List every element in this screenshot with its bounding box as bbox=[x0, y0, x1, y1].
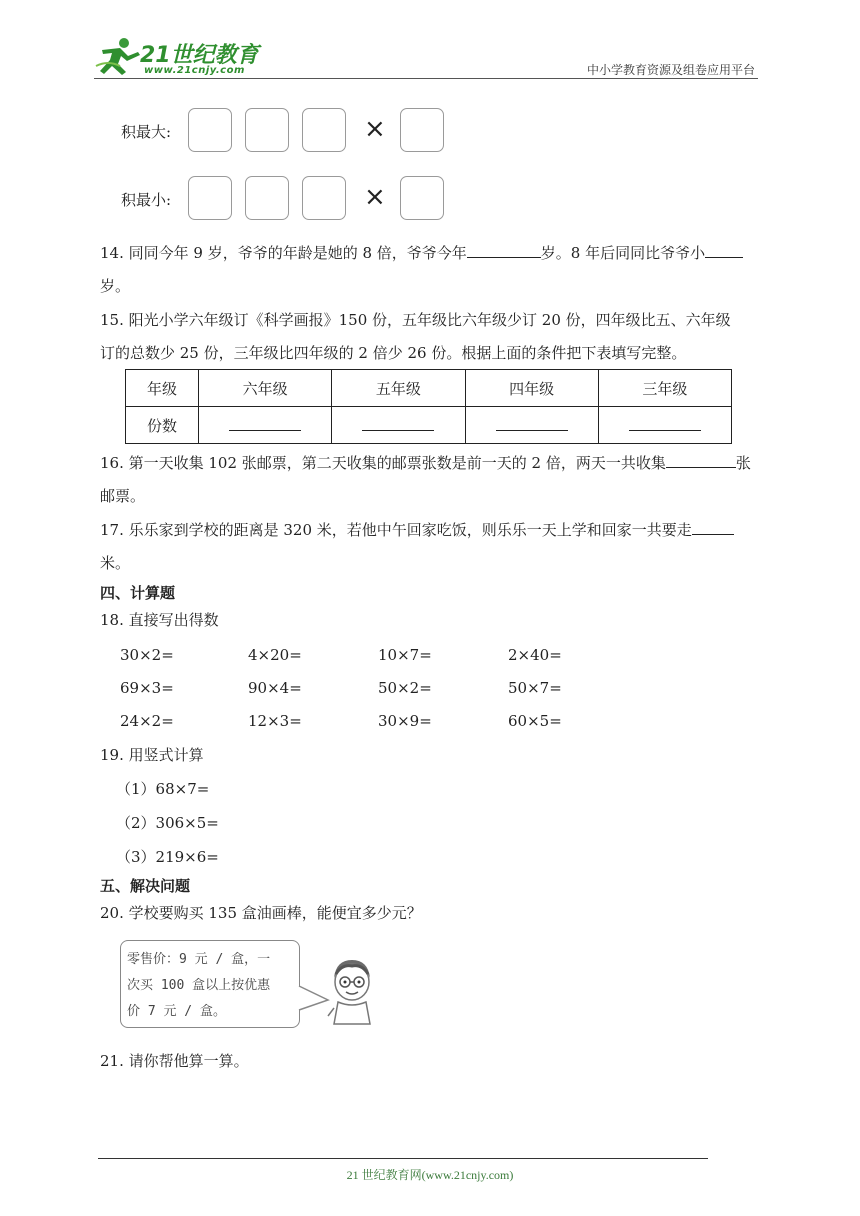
calc-item: 2×40= bbox=[508, 646, 562, 664]
question-17-line2: 米。 bbox=[100, 554, 131, 572]
calc-item: 50×7= bbox=[508, 679, 562, 697]
vertical-calc-item: （2）306×5= bbox=[116, 814, 219, 832]
calc-item: 90×4= bbox=[248, 679, 302, 697]
table-cell bbox=[332, 407, 465, 444]
logo-url: www.21cnjy.com bbox=[144, 65, 245, 76]
table-header-cell: 六年级 bbox=[199, 370, 332, 407]
runner-logo-icon bbox=[94, 36, 142, 78]
table-header-cell: 年级 bbox=[126, 370, 199, 407]
answer-blank[interactable] bbox=[229, 416, 301, 431]
times-icon: × bbox=[364, 114, 386, 144]
calc-item: 69×3= bbox=[120, 679, 174, 697]
answer-blank[interactable] bbox=[666, 453, 736, 468]
answer-blank[interactable] bbox=[629, 416, 701, 431]
bubble-line: 价 7 元 / 盒。 bbox=[127, 1004, 226, 1019]
table-header-cell: 五年级 bbox=[332, 370, 465, 407]
question-21-title: 21. 请你帮他算一算。 bbox=[100, 1052, 249, 1070]
question-14-line2: 岁。 bbox=[100, 277, 131, 295]
table-row bbox=[126, 370, 732, 407]
digit-box[interactable] bbox=[302, 108, 346, 152]
table-cell bbox=[465, 407, 598, 444]
answer-blank[interactable] bbox=[692, 520, 734, 535]
answer-blank[interactable] bbox=[496, 416, 568, 431]
calc-item: 50×2= bbox=[378, 679, 432, 697]
header-logo bbox=[94, 36, 264, 80]
question-19-title: 19. 用竖式计算 bbox=[100, 746, 204, 764]
digit-box[interactable] bbox=[302, 176, 346, 220]
question-17-line1: 17. 乐乐家到学校的距离是 320 米，若他中午回家吃饭，则乐乐一天上学和回家一共要走 bbox=[100, 520, 734, 540]
calc-item: 24×2= bbox=[120, 712, 174, 730]
calc-item: 12×3= bbox=[248, 712, 302, 730]
digit-box[interactable] bbox=[400, 108, 444, 152]
section-title-calculation: 四、计算题 bbox=[100, 584, 176, 602]
answer-blank[interactable] bbox=[467, 243, 541, 258]
question-14-line1: 14. 同同今年 9 岁，爷爷的年龄是她的 8 倍，爷爷今年 岁。8 年后同同比爷爷小 bbox=[100, 243, 743, 263]
calc-item: 30×2= bbox=[120, 646, 174, 664]
bubble-line: 零售价：9 元 / 盒，一 bbox=[127, 952, 271, 967]
question-15-line2: 订的总数少 25 份，三年级比四年级的 2 倍少 26 份。根据上面的条件把下表填写完整。 bbox=[100, 344, 687, 362]
answer-blank[interactable] bbox=[705, 243, 743, 258]
vertical-calc-item: （3）219×6= bbox=[116, 848, 219, 866]
grade-table bbox=[125, 369, 732, 444]
calc-item: 60×5= bbox=[508, 712, 562, 730]
times-icon: × bbox=[364, 182, 386, 212]
table-header-cell: 三年级 bbox=[598, 370, 731, 407]
table-row bbox=[126, 407, 732, 444]
question-20-title: 20. 学校要购买 135 盒油画棒，能便宜多少元？ bbox=[100, 904, 422, 922]
digit-box[interactable] bbox=[188, 176, 232, 220]
footer-text[interactable]: 21 世纪教育网(www.21cnjy.com) bbox=[346, 1168, 514, 1182]
table-row-label: 份数 bbox=[126, 407, 199, 444]
question-16-line1: 16. 第一天收集 102 张邮票，第二天收集的邮票张数是前一天的 2 倍，两天一共收集 张 bbox=[100, 454, 751, 472]
digit-box[interactable] bbox=[188, 108, 232, 152]
header-rule bbox=[94, 78, 758, 79]
calc-item: 30×9= bbox=[378, 712, 432, 730]
min-product-label: 积最小: bbox=[121, 191, 172, 209]
platform-name: 中小学教育资源及组卷应用平台 bbox=[586, 63, 755, 77]
footer-rule bbox=[98, 1158, 708, 1159]
digit-box[interactable] bbox=[400, 176, 444, 220]
vertical-calc-item: （1）68×7= bbox=[116, 780, 210, 798]
table-cell bbox=[598, 407, 731, 444]
logo-text: 21世纪教育 bbox=[140, 43, 259, 68]
question-18-title: 18. 直接写出得数 bbox=[100, 611, 219, 629]
calc-item: 4×20= bbox=[248, 646, 302, 664]
digit-box[interactable] bbox=[245, 108, 289, 152]
table-header-cell: 四年级 bbox=[465, 370, 598, 407]
price-speech-bubble bbox=[120, 940, 300, 1028]
section-title-problem-solving: 五、解决问题 bbox=[100, 877, 191, 895]
calc-item: 10×7= bbox=[378, 646, 432, 664]
boy-with-glasses-icon bbox=[326, 956, 378, 1028]
question-15-line1: 15. 阳光小学六年级订《科学画报》150 份，五年级比六年级少订 20 份，四年级比五、六年级 bbox=[100, 311, 731, 329]
digit-box[interactable] bbox=[245, 176, 289, 220]
table-cell bbox=[199, 407, 332, 444]
answer-blank[interactable] bbox=[362, 416, 434, 431]
bubble-line: 次买 100 盒以上按优惠 bbox=[127, 978, 271, 993]
max-product-label: 积最大: bbox=[121, 123, 172, 141]
question-16-line2: 邮票。 bbox=[100, 487, 146, 505]
